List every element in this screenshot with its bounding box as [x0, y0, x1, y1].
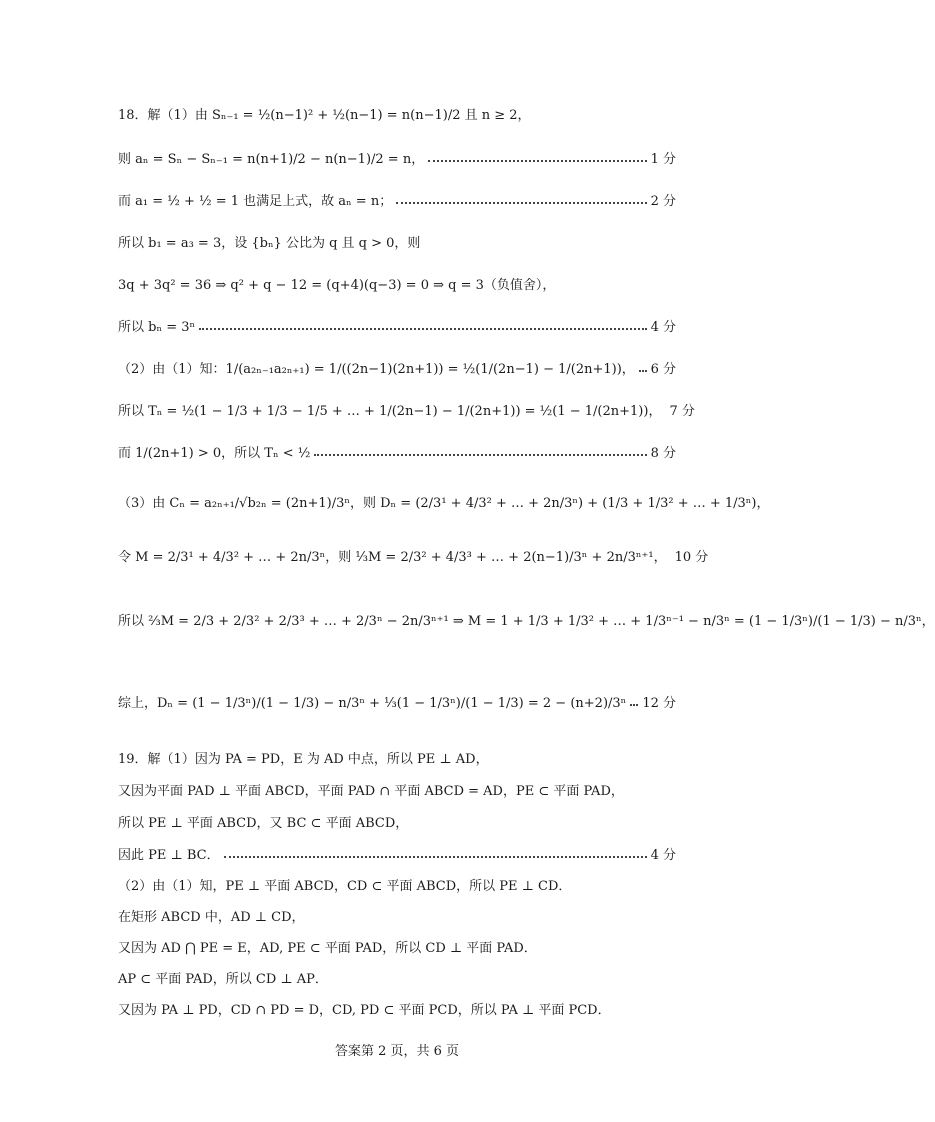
dot-leader [314, 454, 646, 456]
solution-line [118, 492, 770, 511]
solution-line [118, 546, 709, 565]
dot-leader [396, 202, 646, 204]
score-label: 2 分 [650, 194, 676, 209]
solution-line [118, 968, 676, 987]
page-footer: 答案第 2 页，共 6 页 [334, 1044, 460, 1059]
solution-line [118, 148, 676, 167]
score-label: 12 分 [642, 696, 676, 711]
solution-line [118, 999, 676, 1018]
score-label: 8 分 [650, 446, 676, 461]
line-text: AP ⊂ 平面 PAD，所以 CD ⊥ AP． [118, 972, 328, 987]
score-label: 4 分 [650, 848, 676, 863]
line-text: 所以 b₁ = a₃ = 3，设 {bₙ} 公比为 q 且 q > 0，则 [118, 236, 421, 251]
solution-line [118, 844, 676, 863]
solution-line [118, 442, 676, 461]
line-text: 19．解（1）因为 PA = PD，E 为 AD 中点，所以 PE ⊥ AD， [118, 752, 489, 767]
line-text: 则 aₙ = Sₙ − Sₙ₋₁ = n(n+1)/2 − n(n−1)/2 = n， [118, 152, 425, 167]
line-text: 而 1/(2n+1) > 0，所以 Tₙ < ½ [118, 446, 311, 461]
line-text: 又因为平面 PAD ⊥ 平面 ABCD，平面 PAD ∩ 平面 ABCD = AD，PE ⊂ 平面 PAD， [118, 784, 624, 799]
line-text: 所以 ⅔M = 2/3 + 2/3² + 2/3³ + … + 2/3ⁿ − 2n/3ⁿ⁺¹ ⇒ M = 1 + 1/3 + 1/3² + … + 1/3ⁿ⁻¹ − n/3ⁿ = (1 − 1/3ⁿ)/(1 − 1/3) − n/3ⁿ， [118, 614, 935, 629]
solution-line [118, 692, 676, 711]
line-text: 所以 Tₙ = ½(1 − 1/3 + 1/3 − 1/5 + … + 1/(2n−1) − 1/(2n+1)) = ½(1 − 1/(2n+1))， [118, 404, 662, 419]
solution-line [118, 748, 676, 767]
line-text: 而 a₁ = ½ + ½ = 1 也满足上式，故 aₙ = n； [118, 194, 393, 209]
line-text: 所以 PE ⊥ 平面 ABCD，又 BC ⊂ 平面 ABCD， [118, 816, 409, 831]
line-text: 在矩形 ABCD 中，AD ⊥ CD， [118, 910, 305, 925]
score-label: 10 分 [674, 550, 709, 565]
solution-line [118, 906, 676, 925]
dot-leader [428, 160, 646, 162]
solution-line [118, 780, 676, 799]
solution-line [118, 190, 676, 209]
solution-line [118, 812, 676, 831]
solution-line [118, 610, 935, 629]
line-text: （2）由（1）知：1/(a₂ₙ₋₁a₂ₙ₊₁) = 1/((2n−1)(2n+1)) = ½(1/(2n−1) − 1/(2n+1))， [118, 362, 635, 377]
line-text: 综上，Dₙ = (1 − 1/3ⁿ)/(1 − 1/3) − n/3ⁿ + ⅓(1 − 1/3ⁿ)/(1 − 1/3) = 2 − (n+2)/3ⁿ [118, 696, 627, 711]
line-text: 18．解（1）由 Sₙ₋₁ = ½(n−1)² + ½(n−1) = n(n−1)/2 且 n ≥ 2， [118, 108, 531, 123]
solution-line [118, 274, 676, 293]
line-text: （3）由 Cₙ = a₂ₙ₊₁/√b₂ₙ = (2n+1)/3ⁿ，则 Dₙ = (2/3¹ + 4/3² + … + 2n/3ⁿ) + (1/3 + 1/3² + … + 1/3ⁿ)， [118, 496, 770, 511]
dot-leader [224, 856, 647, 858]
line-text: （2）由（1）知，PE ⊥ 平面 ABCD，CD ⊂ 平面 ABCD，所以 PE ⊥ CD． [118, 879, 572, 894]
solution-line [118, 875, 676, 894]
line-text: 又因为 AD ⋂ PE = E，AD, PE ⊂ 平面 PAD，所以 CD ⊥ 平面 PAD． [118, 941, 537, 956]
solution-line [118, 358, 676, 377]
line-text: 令 M = 2/3¹ + 4/3² + … + 2n/3ⁿ，则 ⅓M = 2/3² + 4/3³ + … + 2(n−1)/3ⁿ + 2n/3ⁿ⁺¹， [118, 550, 667, 565]
line-text: 3q + 3q² = 36 ⇒ q² + q − 12 = (q+4)(q−3) = 0 ⇒ q = 3（负值舍）， [118, 278, 556, 293]
solution-line [118, 232, 676, 251]
score-label: 4 分 [650, 320, 676, 335]
score-label: 7 分 [669, 404, 695, 419]
line-text: 所以 bₙ = 3ⁿ [118, 320, 196, 335]
line-text: 因此 PE ⊥ BC． [118, 848, 220, 863]
dot-leader [199, 328, 646, 330]
solution-line [118, 937, 676, 956]
dot-leader [630, 704, 638, 706]
solution-line [118, 104, 676, 123]
solution-line [118, 400, 695, 419]
dot-leader [639, 370, 647, 372]
score-label: 1 分 [650, 152, 676, 167]
solution-line [118, 316, 676, 335]
line-text: 又因为 PA ⊥ PD，CD ∩ PD = D，CD, PD ⊂ 平面 PCD，所以 PA ⊥ 平面 PCD． [118, 1003, 611, 1018]
score-label: 6 分 [650, 362, 676, 377]
